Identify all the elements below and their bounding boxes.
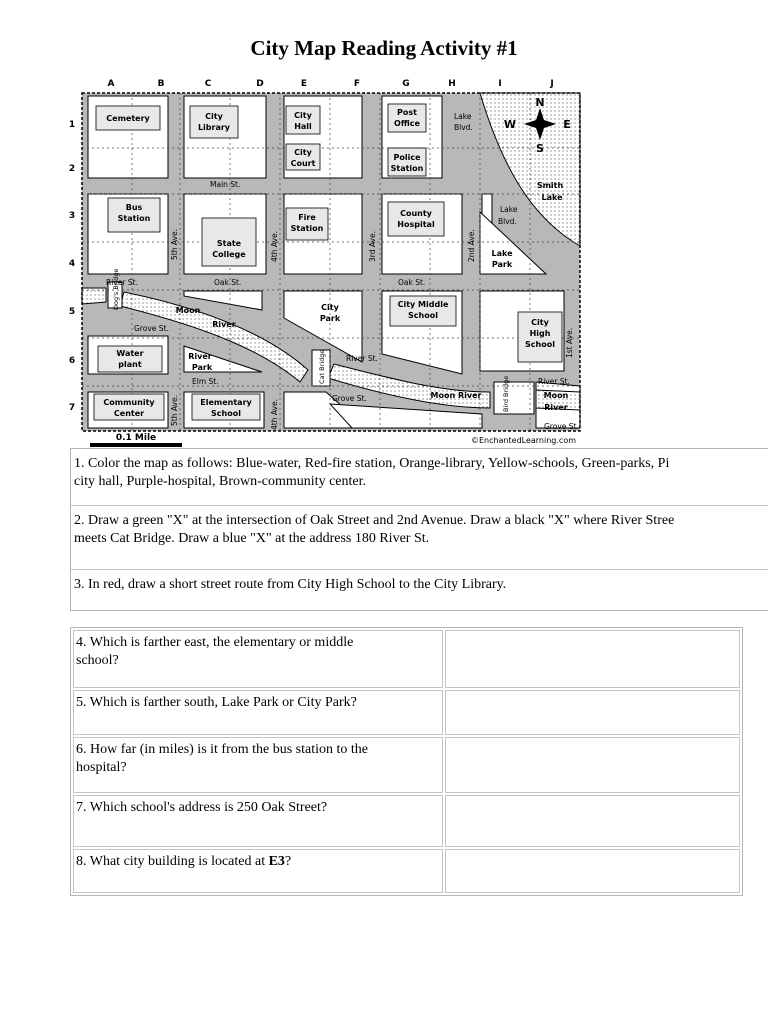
- city-park-label: City: [321, 303, 339, 312]
- river-st-label: River St.: [538, 377, 570, 386]
- question-cell: [73, 630, 443, 688]
- question-cell: [73, 737, 443, 793]
- instruction-text: meets Cat Bridge. Draw a blue "X" at the address 180 River St.: [74, 531, 430, 546]
- oak-st-label: Oak St.: [214, 278, 242, 287]
- question-text: 5. Which is farther south, Lake Park or City Park?: [76, 695, 357, 710]
- dogs-bridge-label: Dog's Bridge: [112, 268, 120, 310]
- credit: ©EnchantedLearning.com: [470, 436, 576, 445]
- compass-e: E: [563, 118, 571, 131]
- library-label: City: [205, 112, 223, 121]
- page-title: City Map Reading Activity #1: [250, 36, 518, 60]
- cemetery-label: Cemetery: [106, 114, 150, 123]
- question-row: [73, 795, 740, 847]
- community-center-label: Community: [103, 398, 155, 407]
- question-text: 6. How far (in miles) is it from the bus station to the: [76, 742, 369, 757]
- library-box: [190, 106, 238, 138]
- col-label: G: [402, 79, 410, 89]
- instruction-text: 1. Color the map as follows: Blue-water, Red-fire station, Orange-library, Yellow-schools, Green-parks, Pi: [74, 456, 670, 471]
- city-hall-label: Hall: [294, 122, 312, 131]
- state-college-label: State: [216, 239, 242, 248]
- question-text: hospital?: [76, 760, 127, 775]
- fire-station-label: Station: [290, 224, 324, 233]
- lake-park-label: Park: [491, 260, 513, 269]
- bus-station-label: Station: [117, 214, 151, 223]
- question-text: ?: [284, 854, 292, 869]
- city-court-label: Court: [290, 159, 316, 168]
- answer-cell[interactable]: [445, 690, 740, 735]
- post-office-label: Office: [394, 119, 420, 128]
- question-row: [73, 849, 740, 893]
- hospital-label: Hospital: [397, 220, 435, 229]
- col-label: I: [498, 79, 502, 89]
- instruction-row: [71, 449, 768, 506]
- lake-blvd-label: Lake: [454, 112, 472, 121]
- bird-bridge: [494, 382, 534, 414]
- community-center-label: Center: [113, 409, 145, 418]
- row-label: 6: [68, 356, 76, 366]
- city-hall-label: City: [294, 111, 312, 120]
- instruction-text: 3. In red, draw a short street route from City High School to the City Library.: [74, 577, 507, 592]
- question-row: [73, 630, 740, 688]
- lake-park-label: Lake: [491, 249, 513, 258]
- bus-station-label: Bus: [125, 203, 143, 212]
- row-label: 5: [68, 307, 76, 317]
- river-park-label: River: [188, 352, 212, 361]
- second-ave-label: 2nd Ave.: [467, 229, 476, 262]
- question-cell: [73, 849, 443, 893]
- question-cell: [73, 690, 443, 735]
- grove-st-label: Grove St.: [134, 324, 169, 333]
- col-label: C: [204, 79, 212, 89]
- instruction-row: [71, 506, 768, 570]
- city-court-label: City: [294, 148, 312, 157]
- instruction-row: [71, 570, 768, 610]
- bird-bridge-label: Bird Bridge: [502, 375, 510, 412]
- answer-cell[interactable]: [445, 795, 740, 847]
- scale-label: 0.1 Mile: [115, 433, 157, 443]
- moon-river-label: River: [544, 403, 568, 412]
- fourth-ave-label: 4th Ave.: [270, 231, 279, 262]
- hospital-box: [388, 202, 444, 236]
- col-label: J: [550, 79, 554, 89]
- middle-school-label: City Middle: [397, 300, 449, 309]
- row-label: 3: [68, 211, 76, 221]
- high-school-label: City: [531, 318, 549, 327]
- elementary-school-label: Elementary: [200, 398, 252, 407]
- third-ave-label: 3rd Ave.: [368, 231, 377, 262]
- hospital-label: County: [400, 209, 432, 218]
- row-label: 4: [68, 259, 76, 269]
- elementary-school-label: School: [211, 409, 241, 418]
- answer-cell[interactable]: [445, 849, 740, 893]
- compass-n: N: [535, 96, 545, 109]
- oak-st-label: Oak St.: [398, 278, 426, 287]
- cat-bridge-label: Cat Bridge: [318, 349, 326, 384]
- row-label: 2: [68, 164, 76, 174]
- col-label: A: [107, 79, 115, 89]
- col-label: D: [256, 79, 264, 89]
- police-station-label: Station: [390, 164, 424, 173]
- answer-cell[interactable]: [445, 737, 740, 793]
- first-ave-label: 1st Ave.: [565, 327, 574, 358]
- moon-river: [82, 288, 106, 304]
- compass-w: W: [503, 118, 517, 131]
- question-text: 8. What city building is located at: [76, 854, 269, 869]
- col-label: F: [353, 79, 361, 89]
- question-cell: [73, 795, 443, 847]
- question-text: 7. Which school's address is 250 Oak Street?: [76, 800, 328, 815]
- col-label: B: [157, 79, 165, 89]
- police-station-label: Police: [393, 153, 421, 162]
- water-plant-label: plant: [118, 360, 142, 369]
- moon-river-label: Moon River: [430, 391, 482, 400]
- main-st-label: Main St.: [210, 180, 241, 189]
- river-st-label: River St.: [106, 278, 138, 287]
- middle-school-label: School: [408, 311, 438, 320]
- lake-blvd-label: Blvd.: [498, 217, 517, 226]
- answer-cell[interactable]: [445, 630, 740, 688]
- river-park-label: Park: [191, 363, 213, 372]
- moon-river-label: Moon: [175, 306, 201, 315]
- question-text: school?: [76, 653, 119, 668]
- question-text: 4. Which is farther east, the elementary or middle: [76, 635, 354, 650]
- state-college-label: College: [212, 250, 246, 259]
- scale-bar: [90, 443, 182, 447]
- water-plant-label: Water: [116, 349, 144, 358]
- instruction-text: city hall, Purple-hospital, Brown-community center.: [74, 474, 366, 489]
- smith-lake-label: Smith: [536, 181, 564, 190]
- grove-st-label: Grove St.: [332, 394, 367, 403]
- col-label: E: [300, 79, 308, 89]
- grove-st-label: Grove St.: [544, 422, 579, 431]
- grid-ref: E3: [268, 854, 285, 869]
- moon-river-label: River: [212, 320, 236, 329]
- city-map: [62, 74, 582, 448]
- post-office-label: Post: [397, 108, 417, 117]
- compass-s: S: [536, 142, 544, 155]
- row-label: 7: [68, 403, 76, 413]
- row-label: 1: [68, 120, 76, 130]
- river-st-label: River St.: [346, 354, 378, 363]
- high-school-label: School: [525, 340, 555, 349]
- elm-st-label: Elm St.: [192, 377, 219, 386]
- fifth-ave-label: 5th Ave.: [170, 395, 179, 426]
- col-label: H: [448, 79, 456, 89]
- city-park-label: Park: [319, 314, 341, 323]
- question-row: [73, 737, 740, 793]
- lake-blvd-label: Blvd.: [454, 123, 473, 132]
- moon-river-label: Moon: [543, 391, 569, 400]
- instruction-text: 2. Draw a green "X" at the intersection of Oak Street and 2nd Avenue. Draw a black "X" where River Stree: [74, 513, 675, 528]
- high-school-label: High: [529, 329, 551, 338]
- fifth-ave-label: 5th Ave.: [170, 229, 179, 260]
- library-label: Library: [197, 123, 231, 132]
- fire-station-label: Fire: [298, 213, 316, 222]
- lake-blvd-label: Lake: [500, 205, 518, 214]
- questions-table: [70, 627, 743, 896]
- smith-lake-label: Lake: [541, 193, 563, 202]
- instructions-table: [70, 448, 768, 611]
- fourth-ave-label: 4th Ave.: [270, 399, 279, 430]
- question-row: [73, 690, 740, 735]
